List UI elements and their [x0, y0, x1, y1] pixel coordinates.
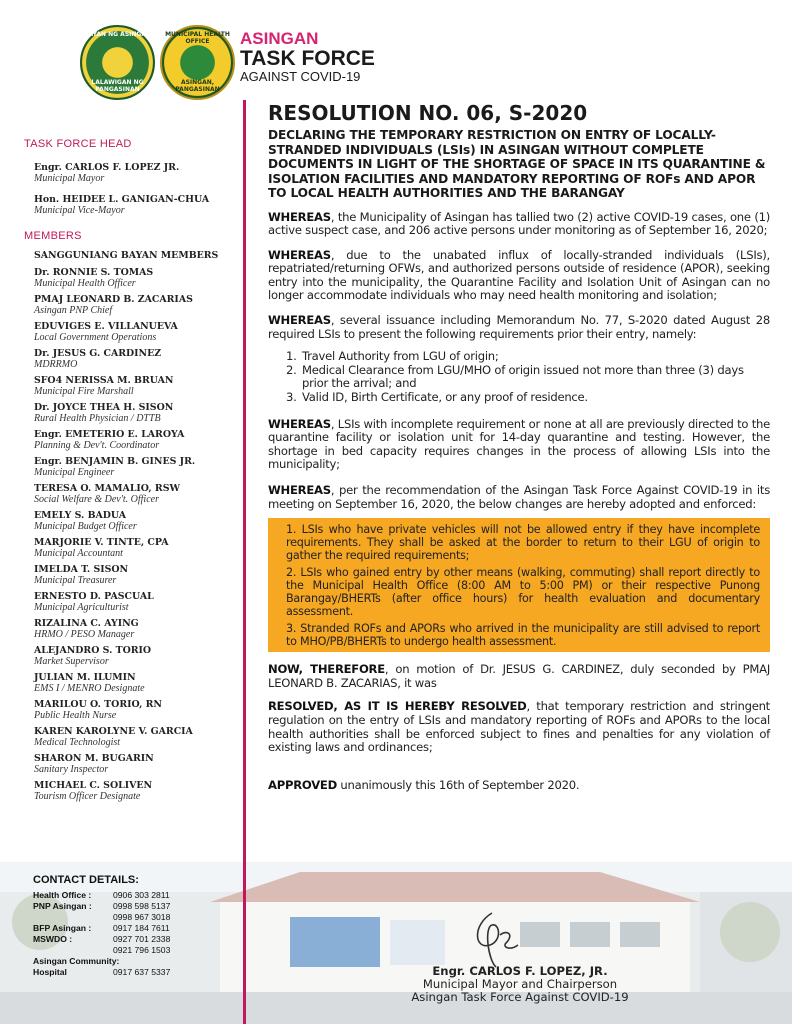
contact-label: MSWDO :	[33, 934, 73, 944]
person-name: ALEJANDRO S. TORIO	[34, 645, 152, 656]
member-person	[34, 321, 239, 343]
contact-row	[33, 956, 203, 967]
member-person	[34, 645, 239, 667]
person-title: Social Welfare & Dev't. Officer	[34, 494, 159, 505]
person-title: Sanitary Inspector	[34, 764, 109, 775]
member-person	[34, 618, 239, 640]
person-title: Tourism Officer Designate	[34, 791, 141, 802]
contact-number: 0998 598 5137	[113, 901, 171, 911]
brand-task-force: TASK FORCE	[240, 47, 375, 70]
member-person	[34, 753, 239, 775]
whereas-lead: WHEREAS	[268, 483, 331, 497]
brand-against-covid: AGAINST COVID-19	[240, 69, 361, 84]
member-person	[34, 699, 239, 721]
person-title: HRMO / PESO Manager	[34, 629, 135, 640]
person-title: Municipal Engineer	[34, 467, 115, 478]
requirement-number: 3.	[286, 390, 297, 405]
contact-label: PNP Asingan :	[33, 901, 92, 911]
person-name: JULIAN M. ILUMIN	[34, 672, 136, 683]
person-name: KAREN KAROLYNE V. GARCIA	[34, 726, 193, 737]
requirement-item	[286, 350, 770, 364]
contact-label: BFP Asingan :	[33, 923, 92, 933]
resolved-lead: RESOLVED, AS IT IS HEREBY RESOLVED	[268, 699, 527, 714]
person-name: Dr. JESUS G. CARDINEZ	[34, 348, 162, 359]
person-name: SHARON M. BUGARIN	[34, 753, 154, 764]
contact-label: Asingan Community:	[33, 956, 120, 966]
requirement-text: Medical Clearance from LGU/MHO of origin issued not more than three (3) days prior the arrival; and	[302, 362, 744, 391]
seal-bottom-text: ASINGAN, PANGASINAN	[175, 79, 220, 93]
person-name: SANGGUNIANG BAYAN MEMBERS	[34, 250, 219, 261]
changes-highlight-box	[268, 518, 770, 652]
person-title: Municipal Agriculturist	[34, 602, 129, 613]
person-title: Municipal Health Officer	[34, 278, 136, 289]
contact-number: 0906 303 2811	[113, 890, 170, 900]
person-name: Engr. CARLOS F. LOPEZ JR.	[34, 162, 180, 173]
member-person	[34, 429, 239, 451]
member-person	[34, 375, 239, 397]
person-name: Dr. JOYCE THEA H. SISON	[34, 402, 174, 413]
contact-row	[33, 901, 203, 912]
contact-label	[33, 945, 113, 956]
contact-row	[33, 923, 203, 934]
signatory-title: Asingan Task Force Against COVID-19	[411, 990, 629, 1004]
whereas-lead: WHEREAS	[268, 313, 331, 328]
person-title: Municipal Accountant	[34, 548, 123, 559]
requirements-list	[286, 350, 770, 404]
contact-label: Hospital	[33, 967, 67, 977]
resolution-title: RESOLUTION NO. 06, S-2020	[268, 101, 588, 125]
person-title: Public Health Nurse	[34, 710, 117, 721]
municipal-seal-logo	[80, 25, 155, 100]
contact-number: 0917 184 7611	[113, 923, 170, 933]
whereas-4	[268, 418, 770, 472]
seal-bottom-text: LALAWIGAN NG PANGASINAN	[91, 79, 144, 93]
contact-number: 0927 701 2338	[113, 934, 171, 944]
head-person	[34, 162, 239, 184]
person-title: Municipal Fire Marshall	[34, 386, 134, 397]
vertical-divider	[243, 100, 246, 1024]
whereas-lead: WHEREAS	[268, 247, 331, 262]
contact-label	[33, 912, 113, 923]
now-text: , on motion of Dr. JESUS G. CARDINEZ, duly seconded by PMAJ LEONARD B. ZACARIAS, it was	[268, 662, 771, 690]
whereas-lead: WHEREAS	[268, 416, 331, 431]
members-list	[24, 250, 239, 802]
approved-text: unanimously this 16th of September 2020.	[336, 777, 580, 792]
person-name: MARJORIE V. TINTE, CPA	[34, 537, 169, 548]
person-name: EMELY S. BADUA	[34, 510, 127, 521]
contact-row	[33, 967, 203, 978]
contact-number: 0917 637 5337	[113, 967, 171, 977]
change-item: 1. LSIs who have private vehicles will not be allowed entry if they have incomplete requirements. They shall be asked at the border to return to their LGU of origin to gather the required requirements;	[286, 523, 760, 563]
person-title: MDRRMO	[34, 359, 78, 370]
member-person	[34, 780, 239, 802]
person-name: IMELDA T. SISON	[34, 564, 129, 575]
person-title: Asingan PNP Chief	[34, 305, 113, 316]
requirement-item	[286, 364, 770, 391]
person-name: Hon. HEIDEE L. GANIGAN-CHUA	[34, 194, 210, 205]
resolution-subtitle: DECLARING THE TEMPORARY RESTRICTION ON ENTRY OF LOCALLY-STRANDED INDIVIDUALS (LSIs) IN ASINGAN WITHOUT COMPLETE DOCUMENTS IN LIGHT OF THE SHORTAGE OF SPACE IN ITS QUARANTINE & ISOLATION FACILITIES AND MANDATORY REPORTING OF ROFs AND APOR TO LOCAL HEALTH AUTHORITIES AND THE BARANGAY	[268, 128, 766, 200]
requirement-text: Travel Authority from LGU of origin;	[302, 349, 499, 364]
member-person	[34, 726, 239, 748]
person-title: Local Government Operations	[34, 332, 157, 343]
person-name: EDUVIGES E. VILLANUEVA	[34, 321, 178, 332]
now-lead: NOW, THEREFORE	[268, 662, 385, 677]
contact-row	[33, 912, 203, 923]
member-person	[34, 510, 239, 532]
person-title: Municipal Budget Officer	[34, 521, 137, 532]
whereas-lead: WHEREAS	[268, 209, 331, 224]
whereas-text: , several issuance including Memorandum No. 77, S-2020 dated August 28 required LSIs to present the following requirements prior their entry, namely:	[268, 313, 770, 341]
now-therefore	[268, 663, 770, 690]
contact-details	[33, 874, 203, 978]
person-title: Rural Health Physician / DTTB	[34, 413, 161, 424]
contact-row	[33, 890, 203, 901]
sidebar	[24, 138, 239, 807]
person-name: TERESA O. MAMALIO, RSW	[34, 483, 181, 494]
person-title: Municipal Treasurer	[34, 575, 117, 586]
contact-row	[33, 945, 203, 956]
contact-number: 0921 796 1503	[113, 945, 171, 955]
person-title: Medical Technologist	[34, 737, 121, 748]
whereas-text: , the Municipality of Asingan has tallied two (2) active COVID-19 cases, one (1) active suspect case, and 206 active persons under monitoring as of September 16, 2020;	[268, 209, 770, 238]
contact-row	[33, 934, 203, 945]
person-name: MICHAEL C. SOLIVEN	[34, 780, 153, 791]
health-office-logo	[160, 25, 235, 100]
signatory-block	[350, 965, 690, 1004]
person-title: Planning & Dev't. Coordinator	[34, 440, 160, 451]
requirement-number: 2.	[286, 362, 297, 377]
task-force-brand	[240, 30, 375, 84]
requirement-item	[286, 391, 770, 405]
person-name: MARILOU O. TORIO, RN	[34, 699, 162, 710]
person-title: EMS I / MENRO Designate	[34, 683, 145, 694]
person-name: RIZALINA C. AYING	[34, 618, 139, 629]
contact-label: Health Office :	[33, 890, 92, 900]
person-title: Municipal Vice-Mayor	[34, 205, 125, 216]
approved-clause	[268, 779, 770, 793]
whereas-3	[268, 314, 770, 341]
requirement-number: 1.	[286, 349, 297, 364]
task-force-head-label: TASK FORCE HEAD	[24, 138, 132, 150]
whereas-text: , per the recommendation of the Asingan Task Force Against COVID-19 in its meeting on September 16, 2020, the below changes are hereby adopted and enforced:	[268, 483, 770, 511]
whereas-1	[268, 211, 770, 238]
seal-top-text: MUNICIPAL HEALTH OFFICE	[165, 31, 230, 45]
member-person	[34, 267, 239, 289]
change-item: 2. LSIs who gained entry by other means (walking, commuting) shall report directly to the Municipal Health Office (8:00 AM to 5:00 PM) or their respective Punong Barangay/BHERTs (after office hours) for health evaluation and documentary assessment.	[286, 566, 760, 619]
signatory-title: Municipal Mayor and Chairperson	[422, 977, 618, 991]
person-name: Engr. EMETERIO E. LAROYA	[34, 429, 185, 440]
brand-asingan: ASINGAN	[240, 29, 319, 48]
whereas-text: , due to the unabated influx of locally-stranded individuals (LSIs), repatriated/returning OFWs, and authorized persons outside of residence (APOR), seeking entry into the municipality, the Quarantine Facility and Isolation Unit of Asingan can no longer accommodate individuals who may need health monitoring and isolation;	[268, 247, 770, 303]
person-title: Municipal Mayor	[34, 173, 105, 184]
whereas-2	[268, 249, 770, 303]
whereas-text: , LSIs with incomplete requirement or none at all are previously directed to the quarantine facility or isolation unit for 14-day quarantine and testing. However, the shortage in bed capacity requires changes in the process of allowing LSIs into the municipality;	[268, 416, 770, 472]
person-name: ERNESTO D. PASCUAL	[34, 591, 154, 602]
signatory-name: Engr. CARLOS F. LOPEZ, JR.	[432, 964, 608, 978]
change-item: 3. Stranded ROFs and APORs who arrived in the municipality are still advised to report to MHO/PB/BHERTs to undergo health assessment.	[286, 622, 760, 649]
member-person	[34, 402, 239, 424]
members-label: MEMBERS	[24, 230, 82, 242]
seal-top-text: BAYAN NG ASINGAN	[83, 31, 151, 38]
member-person	[34, 348, 239, 370]
member-person	[34, 250, 239, 261]
member-person	[34, 294, 239, 316]
person-title: Market Supervisor	[34, 656, 109, 667]
head-person	[34, 194, 239, 216]
resolved-text: , that temporary restriction and stringent regulation on the entry of LSIs and mandatory reporting of ROFs and APORs to the local health authorities shall be enforced subject to fines and penalties for any violation of existing laws and ordinances;	[268, 699, 770, 755]
resolution-body	[268, 100, 770, 792]
member-person	[34, 537, 239, 559]
contact-rows	[33, 890, 203, 978]
contact-heading: CONTACT DETAILS:	[33, 874, 139, 886]
member-person	[34, 672, 239, 694]
member-person	[34, 456, 239, 478]
whereas-5	[268, 484, 770, 511]
person-name: Engr. BENJAMIN B. GINES JR.	[34, 456, 196, 467]
member-person	[34, 591, 239, 613]
approved-lead: APPROVED	[268, 777, 337, 792]
requirement-text: Valid ID, Birth Certificate, or any proof of residence.	[302, 390, 588, 405]
person-name: Dr. RONNIE S. TOMAS	[34, 267, 154, 278]
member-person	[34, 564, 239, 586]
member-person	[34, 483, 239, 505]
contact-number: 0998 967 3018	[113, 912, 171, 922]
resolved-clause	[268, 700, 770, 754]
person-name: PMAJ LEONARD B. ZACARIAS	[34, 294, 193, 305]
person-name: SFO4 NERISSA M. BRUAN	[34, 375, 174, 386]
